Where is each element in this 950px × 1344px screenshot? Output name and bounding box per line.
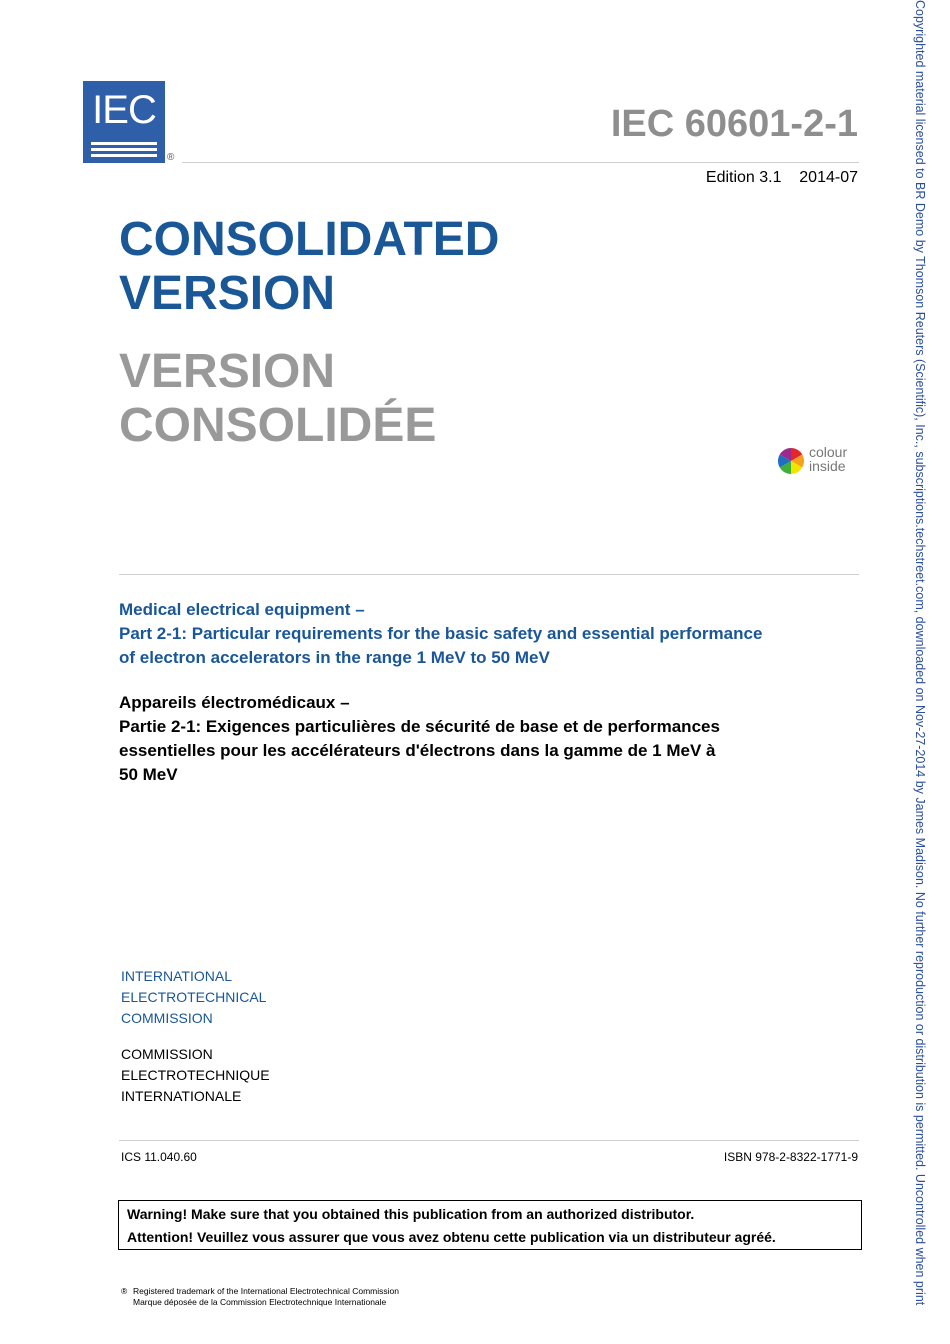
version-fr-line-2: CONSOLIDÉE xyxy=(119,399,437,452)
iec-logo xyxy=(83,81,165,163)
trademark-footnote xyxy=(121,1286,399,1308)
french-title-line-1: Appareils électromédicaux – xyxy=(119,693,350,712)
warning-en: Warning! Make sure that you obtained this publication from an authorized distributor. xyxy=(127,1206,695,1222)
footnote-symbol: ® xyxy=(121,1286,128,1296)
consolidated-line-2: VERSION xyxy=(119,267,336,320)
edition-date: Edition 3.1 2014-07 xyxy=(705,169,858,186)
colour-label-line-2: inside xyxy=(809,458,846,474)
org-fr-line-3: INTERNATIONALE xyxy=(121,1088,242,1104)
french-title xyxy=(119,691,864,787)
distributor-warning-box xyxy=(118,1200,862,1250)
isbn-code: ISBN 978-2-8322-1771-9 xyxy=(723,1150,858,1164)
consolidated-version-title xyxy=(119,213,499,321)
footnote-line-2: Marque déposée de la Commission Electrotechnique Internationale xyxy=(133,1297,387,1307)
colour-wheel-icon xyxy=(777,447,805,475)
french-title-line-3: essentielles pour les accélérateurs d'électrons dans la gamme de 1 MeV à xyxy=(119,741,716,760)
french-title-line-2: Partie 2-1: Exigences particulières de sécurité de base et de performances xyxy=(119,717,720,736)
organisation-name-en xyxy=(121,966,266,1029)
org-en-line-2: ELECTROTECHNICAL xyxy=(121,989,267,1005)
logo-stripes xyxy=(91,139,157,157)
org-en-line-3: COMMISSION xyxy=(121,1010,213,1026)
org-fr-line-2: ELECTROTECHNIQUE xyxy=(121,1067,270,1083)
ics-code: ICS 11.040.60 xyxy=(121,1150,197,1164)
colour-label-line-1: colour xyxy=(809,444,848,460)
footnote-line-1: Registered trademark of the International Electrotechnical Commission xyxy=(133,1286,399,1296)
english-title-line-1: Medical electrical equipment – xyxy=(119,600,365,619)
colour-inside-badge xyxy=(777,445,859,477)
warning-fr: Attention! Veuillez vous assurer que vous avez obtenu cette publication via un distributeur agréé. xyxy=(127,1229,776,1245)
header-divider xyxy=(182,162,859,163)
organisation-name-fr xyxy=(121,1044,270,1107)
english-title-line-3: of electron accelerators in the range 1 MeV to 50 MeV xyxy=(119,648,550,667)
version-consolidee-title xyxy=(119,345,436,453)
version-fr-line-1: VERSION xyxy=(119,345,336,398)
title-divider xyxy=(119,574,859,575)
copyright-side-note: Copyrighted material licensed to BR Demo by Thomson Reuters (Scientific), Inc., subscriptions.techstreet.com, downloaded on Nov-27-2014 by James Madison. No further reproduction or distribution is permitted. Uncontrolled when print xyxy=(913,0,927,1306)
codes-divider xyxy=(119,1140,859,1141)
english-title xyxy=(119,598,864,670)
logo-text: IEC xyxy=(92,88,156,132)
colour-inside-label xyxy=(809,445,847,473)
org-en-line-1: INTERNATIONAL xyxy=(121,968,232,984)
english-title-line-2: Part 2-1: Particular requirements for the basic safety and essential performance xyxy=(119,624,763,643)
consolidated-line-1: CONSOLIDATED xyxy=(119,213,500,266)
org-fr-line-1: COMMISSION xyxy=(121,1046,213,1062)
standard-number: IEC 60601-2-1 xyxy=(610,103,858,145)
french-title-line-4: 50 MeV xyxy=(119,765,178,784)
registered-mark: ® xyxy=(167,152,175,163)
